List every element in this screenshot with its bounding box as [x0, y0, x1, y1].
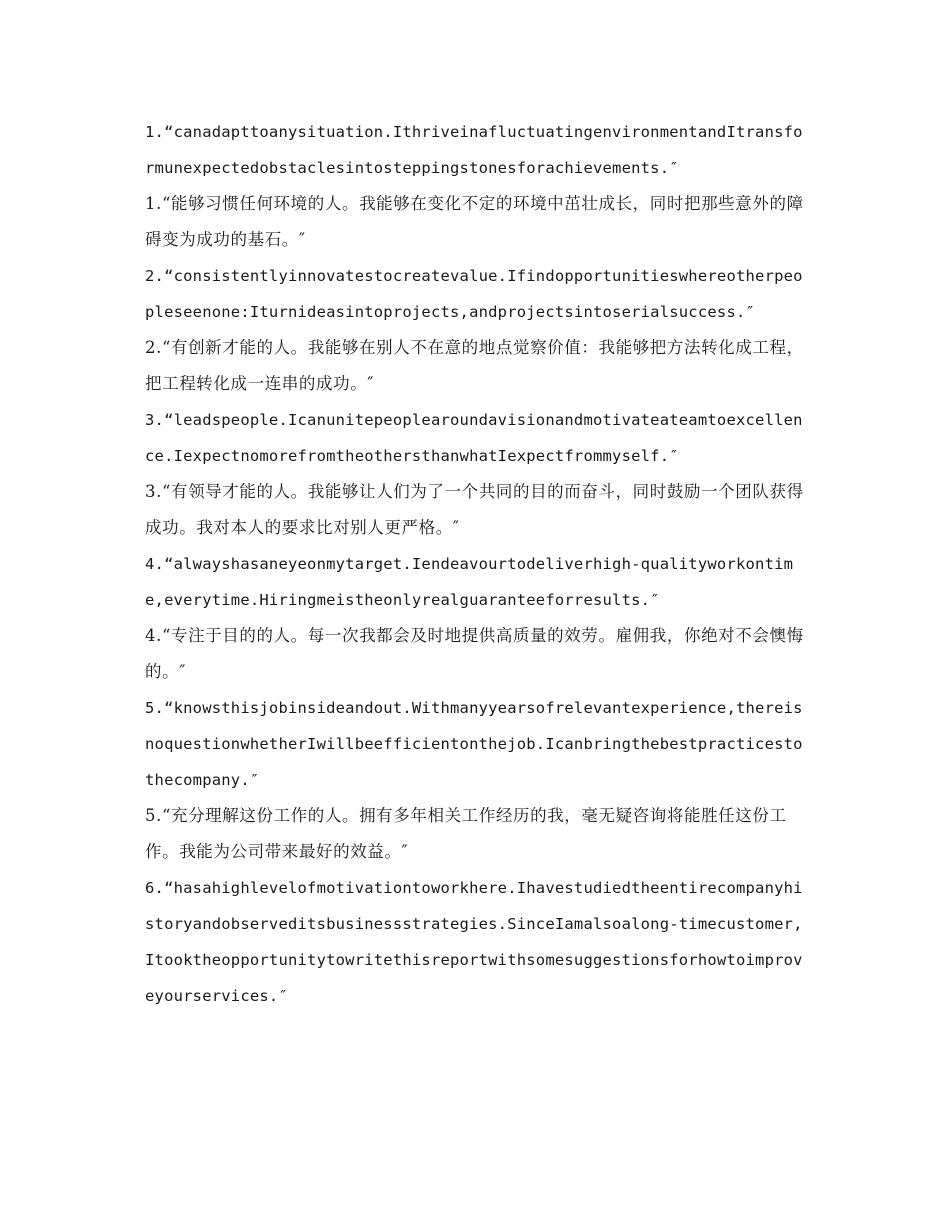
- paragraph-5-en: 5.“knowsthisjobinsideandout.Withmanyyearsofrelevantexperience,thereisnoquestionwhetherIwillbeefficientonthejob.Icanbringthebestpracticestothecompany.″: [145, 699, 803, 789]
- paragraph-3-zh: 3.“有领导才能的人。我能够让人们为了一个共同的目的而奋斗，同时鼓励一个团队获得成功。我对本人的要求比对别人更严格。″: [145, 482, 804, 537]
- paragraph-6-en: 6.“hasahighlevelofmotivationtoworkhere.Ihavestudiedtheentirecompanyhistoryandobserveditsbusinessstrategies.SinceIamalsoalong-timecustomer,Itooktheopportunitytowritethisreportwithsomesuggestionsforhowtoimproveyourservices.″: [145, 879, 803, 1005]
- paragraph-3-en: 3.“leadspeople.Icanunitepeoplearoundavisionandmotivateateamtoexcellence.IexpectnomorefromtheothersthanwhatIexpectfrommyself.″: [145, 411, 803, 465]
- paragraph-4-zh: 4.“专注于目的的人。每一次我都会及时地提供高质量的效劳。雇佣我，你绝对不会懊悔的。″: [145, 626, 804, 681]
- paragraph-4-en: 4.“alwayshasaneyeonmytarget.Iendeavourtodeliverhigh-qualityworkontime,everytime.Hiringmeistheonlyrealguaranteeforresults.″: [145, 555, 794, 609]
- paragraph-5-zh: 5.“充分理解这份工作的人。拥有多年相关工作经历的我，毫无疑咨询将能胜任这份工作。我能为公司带来最好的效益。″: [145, 806, 787, 861]
- paragraph-1-zh: 1.“能够习惯任何环境的人。我能够在变化不定的环境中茁壮成长，同时把那些意外的障碍变为成功的基石。″: [145, 194, 804, 249]
- paragraph-2-en: 2.“consistentlyinnovatestocreatevalue.Ifindopportunitieswhereotherpeopleseenone:Iturnideasintoprojects,andprojectsintoserialsuccess.″: [145, 267, 803, 321]
- document-body: [145, 114, 809, 1014]
- paragraph-2-zh: 2.“有创新才能的人。我能够在别人不在意的地点觉察价值：我能够把方法转化成工程，把工程转化成一连串的成功。″: [145, 338, 804, 393]
- paragraph-1-en: 1.“canadapttoanysituation.IthriveinafluctuatingenvironmentandItransformunexpectedobstaclesintosteppingstonesforachievements.″: [145, 123, 803, 177]
